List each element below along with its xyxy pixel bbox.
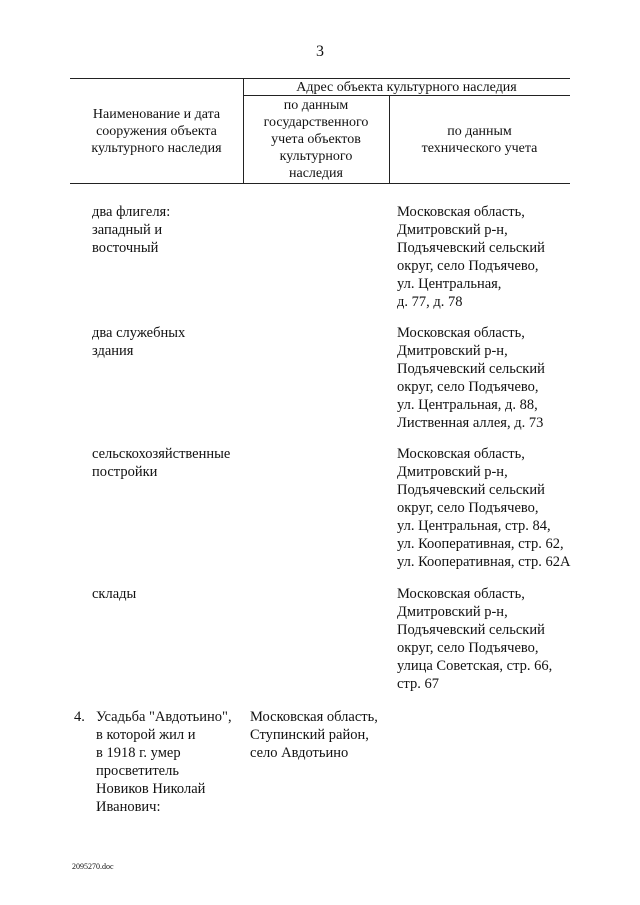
header-name-column: Наименование и дата сооружения объекта культурного наследия <box>91 107 222 156</box>
row-3-tech-address: Московская область, Дмитровский р-н, Подъячевский сельский округ, село Подъячево, ул. Центральная, стр. 84, ул. Кооперативная, стр. 62, ул. Кооперативная, стр. 62А <box>397 446 571 570</box>
header-state-column: по данным государственного учета объектов культурного наследия <box>263 98 369 181</box>
page-number: 3 <box>316 43 324 60</box>
row-5-number: 4. <box>74 709 85 725</box>
row-2-name: два служебных здания <box>92 325 186 359</box>
row-4-tech-address: Московская область, Дмитровский р-н, Подъячевский сельский округ, село Подъячево, улица Советская, стр. 66, стр. 67 <box>397 586 553 692</box>
header-address-title: Адрес объекта культурного наследия <box>296 80 517 95</box>
row-4-name: склады <box>92 586 137 602</box>
document-filename: 2095270.doc <box>72 862 114 871</box>
row-1-name: два флигеля: западный и восточный <box>92 204 171 256</box>
row-5-name: Усадьба "Авдотьино", в которой жил и в 1918 г. умер просветитель Новиков Николай Иванович: <box>96 709 232 815</box>
row-1-tech-address: Московская область, Дмитровский р-н, Подъячевский сельский округ, село Подъячево, ул. Центральная, д. 77, д. 78 <box>397 204 545 310</box>
row-5-state-address: Московская область, Ступинский район, село Авдотьино <box>250 709 378 761</box>
header-tech-column: по данным технического учета <box>421 124 538 156</box>
header-bottom-rule <box>70 183 570 184</box>
row-2-tech-address: Московская область, Дмитровский р-н, Подъячевский сельский округ, село Подъячево, ул. Центральная, д. 88, Лиственная аллея, д. 73 <box>397 325 545 431</box>
row-3-name: сельскохозяйственные постройки <box>92 446 231 480</box>
